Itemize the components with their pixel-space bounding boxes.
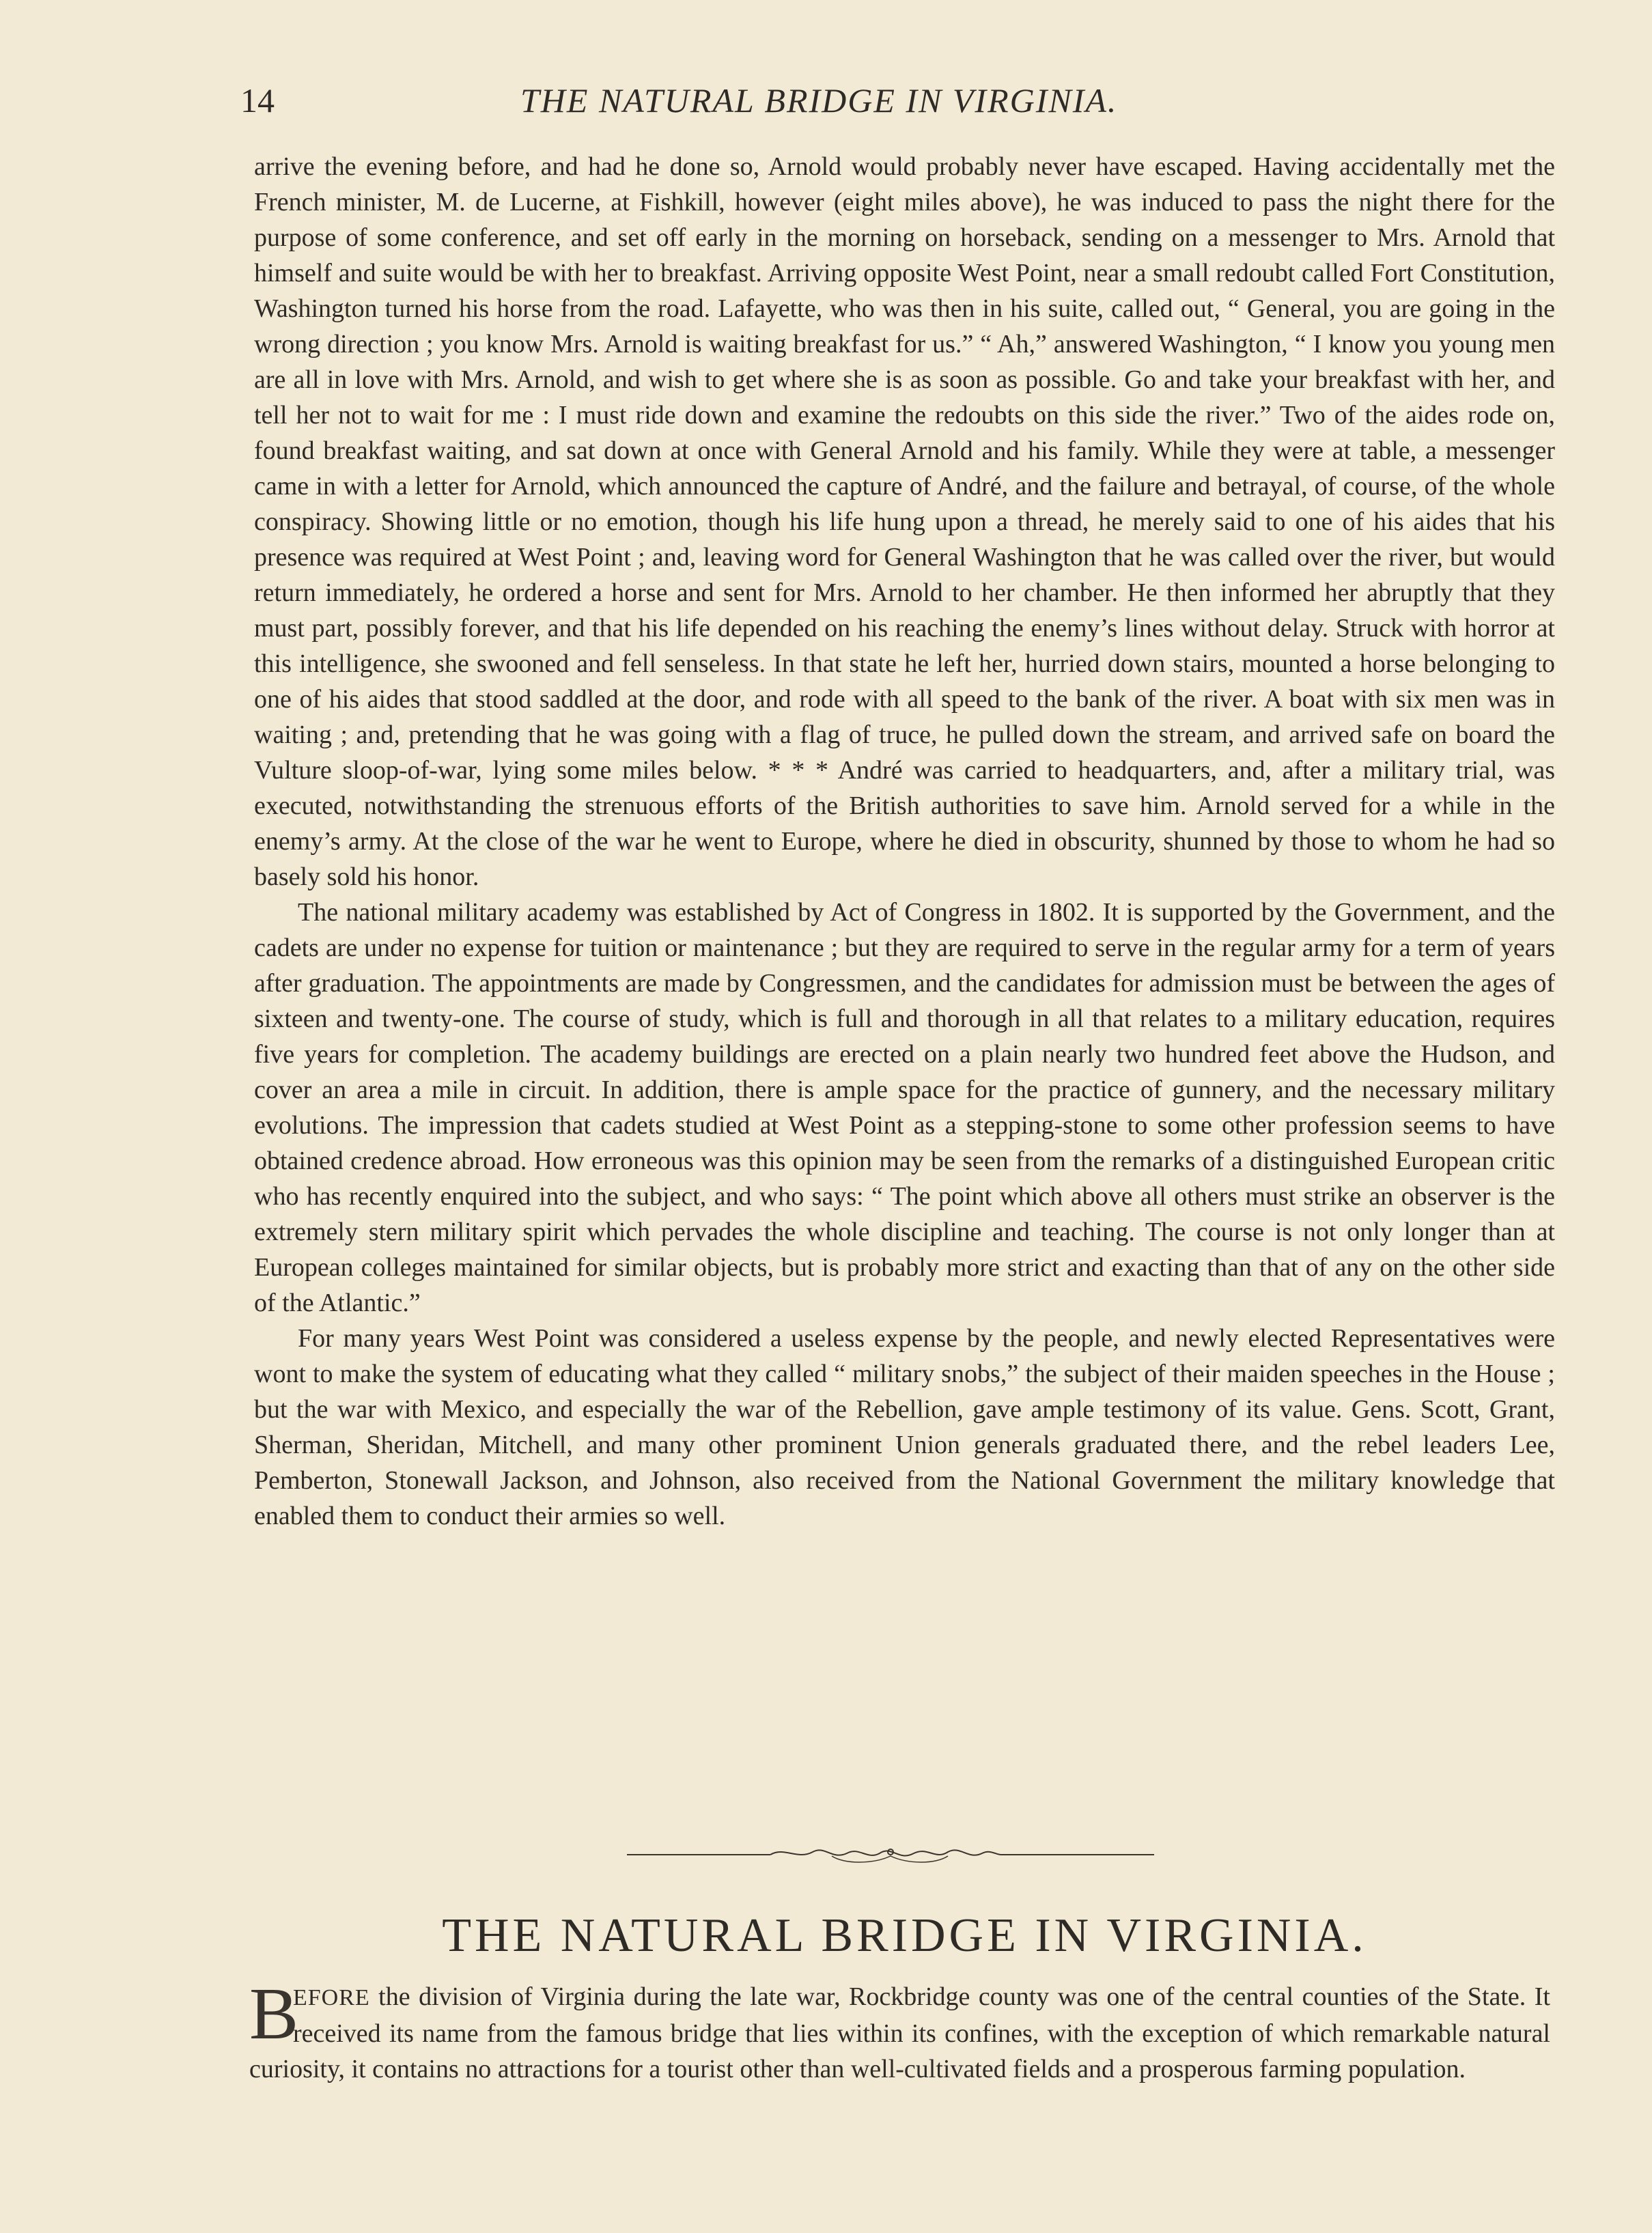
section-title: THE NATURAL BRIDGE IN VIRGINIA. <box>442 1909 1367 1962</box>
drop-cap: B <box>249 1974 299 2055</box>
running-title: THE NATURAL BRIDGE IN VIRGINIA. <box>520 81 1118 120</box>
first-word-smallcaps: EFORE <box>293 1985 370 2010</box>
body-text <box>254 149 1555 1534</box>
section-opening <box>249 1974 1550 2087</box>
ornament-divider <box>627 1840 1154 1867</box>
section-paragraph <box>249 1974 1550 2087</box>
drop-cap-box <box>249 1974 299 2055</box>
section-paragraph-text: the division of Virginia during the late war, Rockbridge county was one of the central counties of the State. It received its name from the famous bridge that lies within its confines, with the exception of which remarkable natural curiosity, it contains no attractions for a tourist other than well-cultivated fields and a prosperous farming population. <box>249 1982 1550 2083</box>
paragraph-military-academy: The national military academy was established by Act of Congress in 1802. It is supported by the Government, and the cadets are under no expense for tuition or maintenance ; but they are required to serve in the regular army for a term of years after graduation. The appointments are made by Congressmen, and the candidates for admission must be between the ages of sixteen and twenty-one. The course of study, which is full and thorough in all that relates to a military education, requires five years for completion. The academy buildings are erected on a plain nearly two hundred feet above the Hudson, and cover an area a mile in circuit. In addition, there is ample space for the practice of gunnery, and the necessary military evolutions. The impression that cadets studied at West Point as a stepping-stone to some other profession seems to have obtained credence abroad. How erroneous was this opinion may be seen from the remarks of a distinguished European critic who has recently enquired into the subject, and who says: “ The point which above all others must strike an observer is the extremely stern military spirit which pervades the whole discipline and teaching. The course is not only longer than at European colleges maintained for similar objects, but is probably more strict and exacting than that of any on the other side of the Atlantic.” <box>254 898 1555 1317</box>
page-number: 14 <box>240 81 275 120</box>
paragraph-arnold-escape: arrive the evening before, and had he done so, Arnold would probably never have escaped. Having accidentally met the French minister, M. de Lucerne, at Fishkill, however (eight miles above), he was induced to pass the night there for the purpose of some conference, and set off early in the morning on horseback, sending on a messenger to Mrs. Arnold that himself and suite would be with her to breakfast. Arriving opposite West Point, near a small redoubt called Fort Constitution, Washington turned his horse from the road. Lafayette, who was then in his suite, called out, “ General, you are going in the wrong direction ; you know Mrs. Arnold is waiting breakfast for us.” “ Ah,” answered Washington, “ I know you young men are all in love with Mrs. Arnold, and wish to get where she is as soon as possible. Go and take your breakfast with her, and tell her not to wait for me : I must ride down and examine the redoubts on this side the river.” Two of the aides rode on, found breakfast waiting, and sat down at once with General Arnold and his family. While they were at table, a messenger came in with a letter for Arnold, which announced the capture of André, and the failure and betrayal, of course, of the whole conspiracy. Showing little or no emotion, though his life hung upon a thread, he merely said to one of his aides that his presence was required at West Point ; and, leaving word for General Washington that he was called over the river, but would return immediately, he ordered a horse and sent for Mrs. Arnold to her chamber. He then informed her abruptly that they must part, possibly forever, and that his life depended on his reaching the enemy’s lines without delay. Struck with horror at this intelligence, she swooned and fell senseless. In that state he left her, hurried down stairs, mounted a horse belonging to one of his aides that stood saddled at the door, and rode with all speed to the bank of the river. A boat with six men was in waiting ; and, pretending that he was going with a flag of truce, he pulled down the stream, and arrived safe on board the Vulture sloop-of-war, lying some miles below. * * * André was carried to headquarters, and, after a military trial, was executed, notwithstanding the strenuous efforts of the British authorities to save him. Arnold served for a while in the enemy’s army. At the close of the war he went to Europe, where he died in obscurity, shunned by those to whom he had so basely sold his honor. <box>254 152 1555 891</box>
running-head <box>240 76 1558 124</box>
paragraph-west-point-value: For many years West Point was considered a useless expense by the people, and newly elected Representatives were wont to make the system of educating what they called “ military snobs,” the subject of their maiden speeches in the House ; but the war with Mexico, and especially the war of the Rebellion, gave ample testimony of its value. Gens. Scott, Grant, Sherman, Sheridan, Mitchell, and many other prominent Union generals graduated there, and the rebel leaders Lee, Pemberton, Stonewall Jackson, and Johnson, also received from the National Government the military knowledge that enabled them to conduct their armies so well. <box>254 1324 1555 1530</box>
